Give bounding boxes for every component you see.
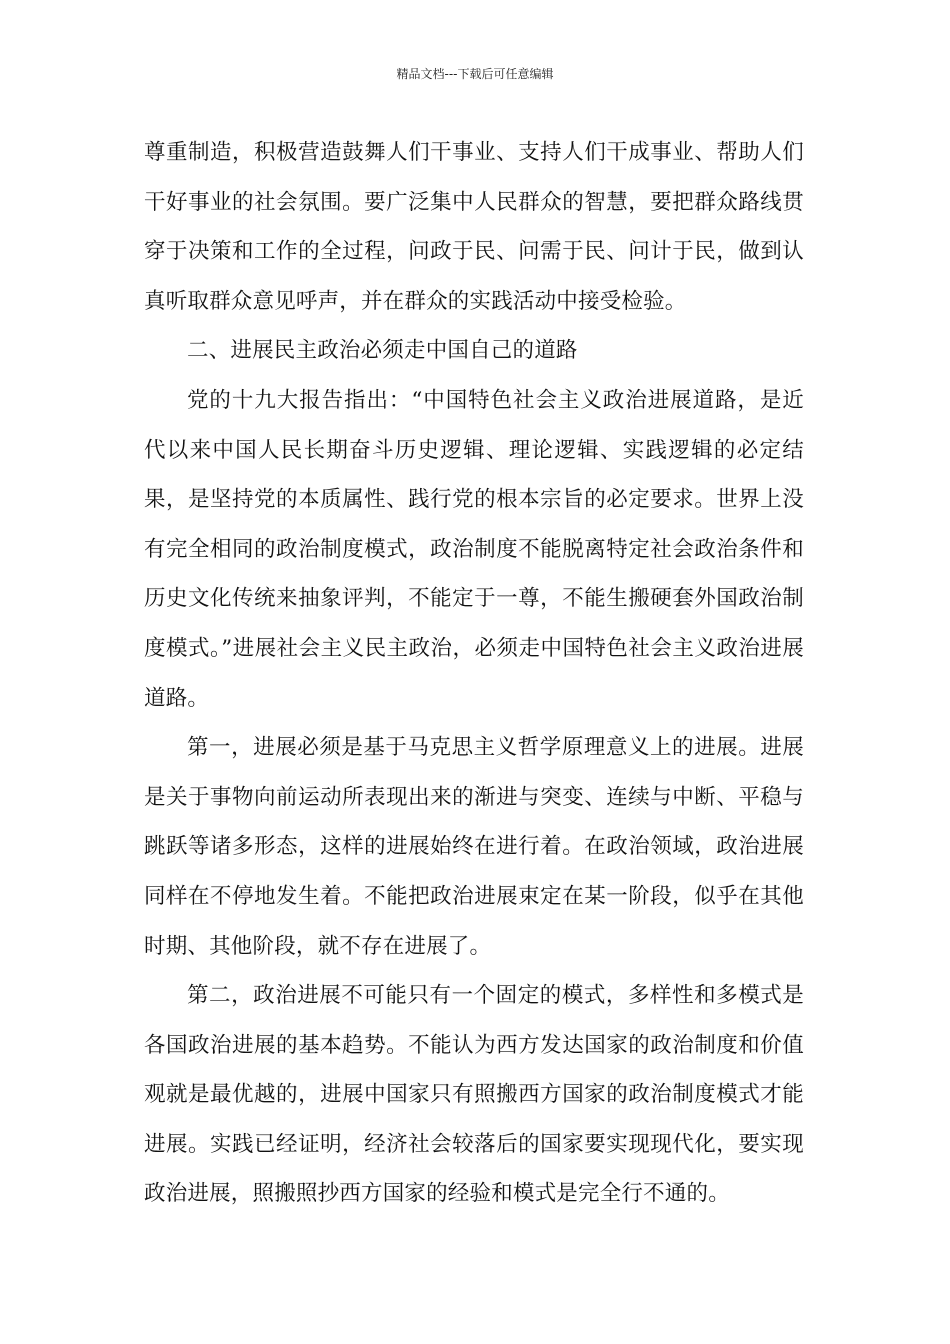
paragraph-continuation: 尊重制造，积极营造鼓舞人们干事业、支持人们干成事业、帮助人们干好事业的社会氛围。要广泛集中人民群众的智慧，要把群众路线贯穿于决策和工作的全过程，问政于民、问需于民、问计于民，做到认真听取群众意见呼声，并在群众的实践活动中接受检验。 bbox=[144, 140, 804, 314]
page-header: 精品文档---下载后可任意编辑 bbox=[396, 67, 554, 81]
document-body bbox=[144, 128, 804, 1219]
paragraph-second-point: 第二，政治进展不可能只有一个固定的模式，多样性和多模式是各国政治进展的基本趋势。不能认为西方发达国家的政治制度和价值观就是最优越的，进展中国家只有照搬西方国家的政治制度模式才能进展。实践已经证明，经济社会较落后的国家要实现现代化，要实现政治进展，照搬照抄西方国家的经验和模式是完全行不通的。 bbox=[144, 983, 804, 1207]
section-heading: 二、进展民主政治必须走中国自己的道路 bbox=[187, 338, 578, 364]
paragraph-first-point: 第一，进展必须是基于马克思主义哲学原理意义上的进展。进展是关于事物向前运动所表现出来的渐进与突变、连续与中断、平稳与跳跃等诸多形态，这样的进展始终在进行着。在政治领域，政治进展同样在不停地发生着。不能把政治进展束定在某一阶段，似乎在其他时期、其他阶段，就不存在进展了。 bbox=[144, 735, 804, 959]
paragraph-report-quote: 党的十九大报告指出：“中国特色社会主义政治进展道路，是近代以来中国人民长期奋斗历史逻辑、理论逻辑、实践逻辑的必定结果，是坚持党的本质属性、践行党的根本宗旨的必定要求。世界上没有完全相同的政治制度模式，政治制度不能脱离特定社会政治条件和历史文化传统来抽象评判，不能定于一尊，不能生搬硬套外国政治制度模式。”进展社会主义民主政治，必须走中国特色社会主义政治进展道路。 bbox=[144, 387, 804, 711]
